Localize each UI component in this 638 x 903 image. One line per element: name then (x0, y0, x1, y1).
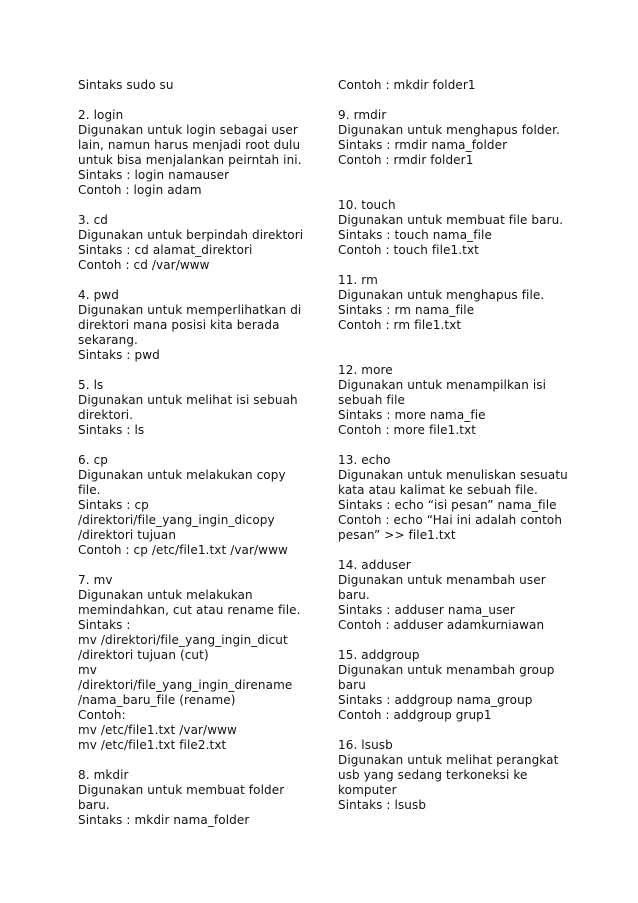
right-text-line: baru. (338, 588, 370, 602)
left-text-line: 8. mkdir (78, 768, 129, 782)
right-text-line: 13. echo (338, 453, 391, 467)
right-text-line: baru (338, 678, 366, 692)
left-text-line: Sintaks : mkdir nama_folder (78, 813, 250, 827)
blank-line (338, 348, 578, 363)
left-text-line: Digunakan untuk memperlihatkan di (78, 303, 302, 317)
left-text-line: 2. login (78, 108, 124, 122)
right-text-line: Contoh : echo “Hai ini adalah contoh (338, 513, 563, 527)
right-text-line: Sintaks : more nama_fie (338, 408, 486, 422)
blank-line (78, 93, 313, 108)
right-text-line: usb yang sedang terkoneksi ke (338, 768, 528, 782)
right-text-line: komputer (338, 783, 397, 797)
right-text-line: 14. adduser (338, 558, 411, 572)
left-text-line: file. (78, 483, 101, 497)
right-text-line: Digunakan untuk melihat perangkat (338, 753, 559, 767)
left-text-line: Sintaks : (78, 618, 131, 632)
left-text-line: direktori mana posisi kita berada (78, 318, 280, 332)
blank-line (78, 558, 313, 573)
left-text-line: Contoh : cp /etc/file1.txt /var/www (78, 543, 288, 557)
left-text-line: /direktori tujuan (cut) (78, 648, 209, 662)
right-text-line: Sintaks : echo “isi pesan” nama_file (338, 498, 557, 512)
left-text-line: mv (78, 663, 97, 677)
left-text-line: Contoh : login adam (78, 183, 202, 197)
blank-line (78, 753, 313, 768)
right-text-line: Contoh : rmdir folder1 (338, 153, 474, 167)
left-text-line: 4. pwd (78, 288, 119, 302)
left-text-line: Sintaks : login namauser (78, 168, 230, 182)
right-text-line: Sintaks : adduser nama_user (338, 603, 515, 617)
right-text-line: Sintaks : addgroup nama_group (338, 693, 533, 707)
left-text-line: 5. ls (78, 378, 104, 392)
left-text-line: untuk bisa menjalankan peirntah ini. (78, 153, 302, 167)
right-text-line: Contoh : adduser adamkurniawan (338, 618, 545, 632)
right-text-line: Sintaks : touch nama_file (338, 228, 492, 242)
blank-line (338, 543, 578, 558)
left-column (78, 78, 313, 828)
right-text-line: Sintaks : rmdir nama_folder (338, 138, 508, 152)
left-text-line: mv /etc/file1.txt file2.txt (78, 738, 227, 752)
blank-line (338, 168, 578, 183)
left-text-line: Sintaks : pwd (78, 348, 160, 362)
blank-line (78, 363, 313, 378)
blank-line (338, 633, 578, 648)
left-text-line: mv /direktori/file_yang_ingin_dicut (78, 633, 288, 647)
left-text-line: 3. cd (78, 213, 108, 227)
left-text-line: Digunakan untuk berpindah direktori (78, 228, 304, 242)
left-text-line: 7. mv (78, 573, 113, 587)
right-text-line: 16. lsusb (338, 738, 393, 752)
left-text-line: Digunakan untuk melakukan copy (78, 468, 286, 482)
right-text-line: pesan” >> file1.txt (338, 528, 456, 542)
blank-line (338, 183, 578, 198)
right-text-line: 9. rmdir (338, 108, 387, 122)
left-text-line: mv /etc/file1.txt /var/www (78, 723, 237, 737)
right-text-line: kata atau kalimat ke sebuah file. (338, 483, 538, 497)
left-text-line: Sintaks : cp (78, 498, 149, 512)
blank-line (78, 438, 313, 453)
left-text-line: Contoh: (78, 708, 126, 722)
right-text-line: Digunakan untuk menghapus folder. (338, 123, 560, 137)
right-text-line: Digunakan untuk membuat file baru. (338, 213, 564, 227)
right-text-line: Digunakan untuk menghapus file. (338, 288, 545, 302)
right-text-line: sebuah file (338, 393, 406, 407)
right-text-line: 11. rm (338, 273, 378, 287)
right-text-line: Contoh : addgroup grup1 (338, 708, 492, 722)
right-text-line: 12. more (338, 363, 393, 377)
left-text-line: /nama_baru_file (rename) (78, 693, 236, 707)
right-text-line: Digunakan untuk menambah group (338, 663, 555, 677)
left-text-line: Digunakan untuk login sebagai user (78, 123, 298, 137)
left-text-line: 6. cp (78, 453, 108, 467)
right-text-line: Contoh : more file1.txt (338, 423, 477, 437)
right-column (338, 78, 578, 813)
blank-line (338, 258, 578, 273)
right-text-line: Digunakan untuk menampilkan isi (338, 378, 547, 392)
left-text-line: Digunakan untuk melakukan (78, 588, 253, 602)
left-text-line: Sintaks : cd alamat_direktori (78, 243, 253, 257)
left-text-line: Contoh : cd /var/www (78, 258, 210, 272)
right-text-line: Contoh : mkdir folder1 (338, 78, 476, 92)
blank-line (78, 273, 313, 288)
right-text-line: Digunakan untuk menuliskan sesuatu (338, 468, 568, 482)
left-text-line: baru. (78, 798, 110, 812)
right-text-line: 10. touch (338, 198, 396, 212)
left-text-line: /direktori tujuan (78, 528, 177, 542)
right-text-line: Contoh : touch file1.txt (338, 243, 479, 257)
left-text-line: direktori. (78, 408, 134, 422)
left-text-line: Digunakan untuk membuat folder (78, 783, 285, 797)
blank-line (338, 438, 578, 453)
blank-line (78, 198, 313, 213)
blank-line (338, 93, 578, 108)
left-text-line: sekarang. (78, 333, 138, 347)
left-text-line: Sintaks sudo su (78, 78, 174, 92)
left-text-line: lain, namun harus menjadi root dulu (78, 138, 301, 152)
right-text-line: Digunakan untuk menambah user (338, 573, 546, 587)
right-text-line: 15. addgroup (338, 648, 420, 662)
blank-line (338, 333, 578, 348)
left-text-line: /direktori/file_yang_ingin_direname (78, 678, 293, 692)
left-text-line: Sintaks : ls (78, 423, 145, 437)
right-text-line: Contoh : rm file1.txt (338, 318, 462, 332)
right-text-line: Sintaks : rm nama_file (338, 303, 475, 317)
left-text-line: /direktori/file_yang_ingin_dicopy (78, 513, 275, 527)
left-text-line: Digunakan untuk melihat isi sebuah (78, 393, 298, 407)
left-text-line: memindahkan, cut atau rename file. (78, 603, 301, 617)
blank-line (338, 723, 578, 738)
right-text-line: Sintaks : lsusb (338, 798, 427, 812)
